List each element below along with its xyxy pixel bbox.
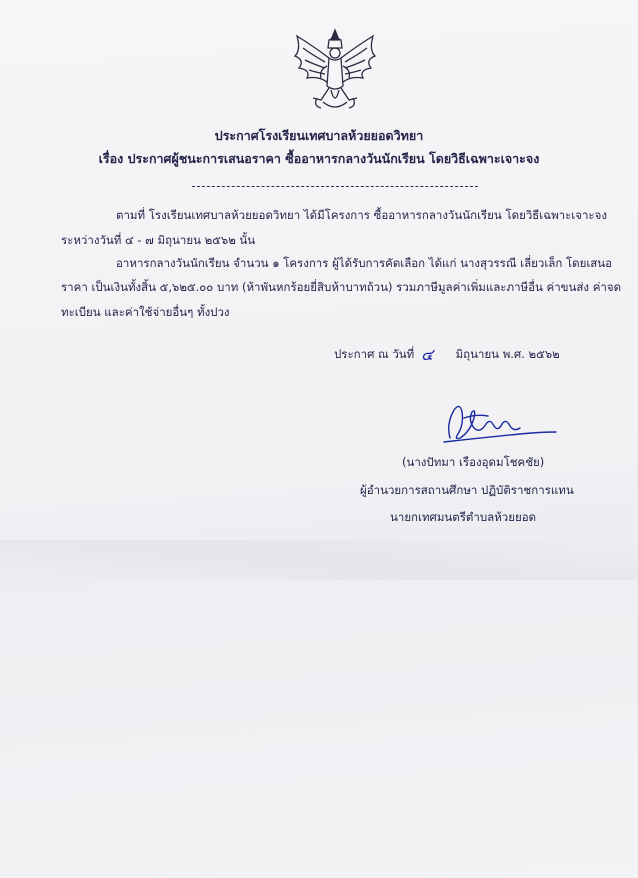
announcement-subject: เรื่อง ประกาศผู้ชนะการเสนอราคา ซื้ออาหารกลางวันนักเรียน โดยวิธีเฉพาะเจาะจง [98, 151, 540, 166]
handwritten-signature-icon [440, 398, 560, 446]
paragraph2-line2: ราคา เป็นเงินทั้งสิ้น ๕,๖๒๕.๐๐ บาท (ห้าพันหกร้อยยี่สิบห้าบาทถ้วน) รวมภาษีมูลค่าเพิ่มและภาษีอื่น ค่าขนส่ง ค่าจด [61, 280, 622, 294]
date-month-year: มิถุนายน พ.ศ. ๒๕๖๒ [455, 347, 560, 361]
garuda-emblem-icon [287, 26, 383, 116]
date-day-handwritten: ๔ [421, 345, 434, 364]
announcement-date [334, 347, 560, 361]
separator-line [192, 186, 478, 187]
paper-fold-shadow [0, 540, 638, 580]
paragraph1-line2: ระหว่างวันที่ ๔ - ๗ มิถุนายน ๒๕๖๒ นั้น [61, 233, 256, 247]
date-prefix: ประกาศ ณ วันที่ [334, 347, 415, 361]
signatory-position-line2: นายกเทศมนตรีตำบลห้วยยอด [390, 510, 537, 524]
signatory-name: (นางปัทมา เรืองอุดมโชคชัย) [402, 455, 545, 469]
paragraph2-line3: ทะเบียน และค่าใช้จ่ายอื่นๆ ทั้งปวง [61, 305, 230, 319]
announcement-title: ประกาศโรงเรียนเทศบาลห้วยยอดวิทยา [214, 128, 424, 143]
signatory-position-line1: ผู้อำนวยการสถานศึกษา ปฏิบัติราชการแทน [360, 483, 574, 497]
paragraph1-line1: ตามที่ โรงเรียนเทศบาลห้วยยอดวิทยา ได้มีโครงการ ซื้ออาหารกลางวันนักเรียน โดยวิธีเฉพาะเจาะจง [116, 208, 607, 222]
paragraph2-line1: อาหารกลางวันนักเรียน จำนวน ๑ โครงการ ผู้ได้รับการคัดเลือก ได้แก่ นางสุวรรณี เลี่ยวเล็ก โดยเสนอ [116, 256, 613, 270]
